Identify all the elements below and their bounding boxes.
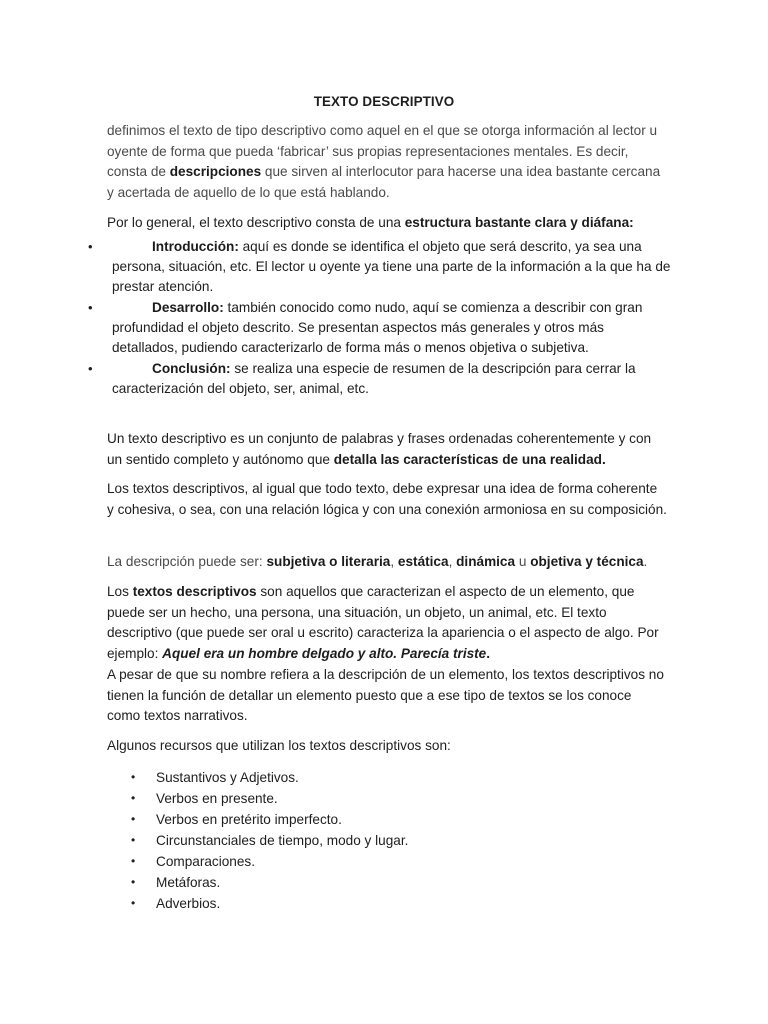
list-item-text: Sustantivos y Adjetivos.: [156, 770, 299, 785]
para4-text-2: son aquellos que caracterizan el aspecto de un elemento, que puede ser un hecho, una persona, una situación, un objeto, un animal, etc. El texto descriptivo (que puede ser oral u escrito) caracteriza la apariencia o el aspecto de algo. Por ejemplo:: [107, 584, 659, 662]
bullet-dot: •: [131, 791, 136, 805]
para1-bold: detalla las características de una realidad.: [333, 451, 606, 467]
structure-paragraph: [107, 213, 667, 234]
bullet-dot: •: [131, 770, 136, 784]
para4-bold: textos descriptivos: [132, 584, 257, 599]
bullet-dot: •: [88, 300, 93, 315]
bullet-body: se realiza una especie de resumen de la descripción para cerrar la caracterización del objeto, ser, animal, etc.: [112, 361, 636, 396]
intro-text-2: que sirven al interlocutor para hacerse una idea bastante cercana y acertada de aquello de lo que está hablando.: [107, 164, 661, 201]
bullet-label: Conclusión:: [152, 361, 231, 376]
bullet-dot: •: [131, 875, 136, 889]
list-item: [0, 767, 768, 788]
structure-bold: estructura bastante clara y diáfana:: [404, 215, 634, 230]
bullet-dot: •: [131, 833, 136, 847]
structure-text: Por lo general, el texto descriptivo consta de una: [107, 215, 405, 230]
list-item-text: Comparaciones.: [156, 854, 255, 869]
bullet-dot: •: [131, 854, 136, 868]
bullet-dot: •: [131, 812, 136, 826]
paragraph-coherence: Los textos descriptivos, al igual que todo texto, debe expresar una idea de forma coherente y cohesiva, o sea, con una relación lógica y con una conexión armoniosa en su composición.: [107, 481, 667, 517]
bullet-dot: •: [88, 239, 93, 254]
para3-bold-3: dinámica: [456, 554, 516, 569]
para4-period: .: [486, 646, 491, 662]
bullet-body: también conocido como nudo, aquí se comienza a describir con gran profundidad el objeto descrito. Se presentan aspectos más generales y otros más detallados, pudiendo caracterizarlo de forma más o menos objetiva o subjetiva.: [112, 300, 643, 355]
resources-intro: Algunos recursos que utilizan los textos descriptivos son:: [107, 738, 451, 753]
bullet-label: Desarrollo:: [152, 300, 224, 315]
para3-bold-4: objetiva y técnica: [530, 554, 644, 569]
list-item-text: Verbos en pretérito imperfecto.: [156, 812, 342, 827]
paragraph-definition: [107, 429, 667, 470]
para3-text-1: La descripción puede ser:: [107, 554, 267, 569]
para3-text-2: ,: [390, 554, 398, 569]
list-item: [0, 830, 768, 851]
bullet-label: Introducción:: [152, 239, 239, 254]
para3-text-5: .: [643, 554, 648, 569]
list-item: [0, 851, 768, 872]
para4-text-4: A pesar de que su nombre refiera a la descripción de un elemento, los textos descriptivos no tienen la función de detallar un elemento puesto que a ese tipo de textos se los conoce como textos narrativos.: [107, 666, 664, 724]
bullet-dot: •: [88, 361, 93, 376]
para4-text-1: Los: [107, 584, 133, 599]
bullet-text: [112, 237, 672, 297]
bullet-text: [112, 298, 672, 358]
list-item-text: Adverbios.: [156, 896, 221, 911]
document-title: TEXTO DESCRIPTIVO: [313, 94, 455, 109]
bullet-text: [112, 359, 672, 399]
list-item-text: Circunstanciales de tiempo, modo y lugar.: [156, 833, 409, 848]
intro-paragraph: [107, 121, 663, 204]
para3-text-3: ,: [448, 554, 457, 569]
paragraph-types: [107, 552, 667, 573]
bullet-body: aquí es donde se identifica el objeto que será descrito, ya sea una persona, situación, etc. El lector u oyente ya tiene una parte de la información a la que ha de prestar atención.: [112, 239, 671, 294]
paragraph-characterize: [107, 582, 667, 727]
para3-text-4: u: [515, 554, 531, 569]
para3-bold-1: subjetiva o literaria: [266, 554, 391, 569]
list-item-text: Metáforas.: [156, 875, 221, 890]
list-item-text: Verbos en presente.: [156, 791, 278, 806]
para4-example: Aquel era un hombre delgado y alto. Parecía triste: [162, 646, 487, 662]
intro-bold-descripciones: descripciones: [169, 164, 262, 180]
para1-text: Un texto descriptivo es un conjunto de palabras y frases ordenadas coherentemente y con un sentido completo y autónomo que: [107, 431, 652, 467]
resources-list: [0, 767, 768, 914]
list-item: [0, 872, 768, 893]
list-item: [0, 788, 768, 809]
intro-text-1: definimos el texto de tipo descriptivo como aquel en el que se otorga información al lector u oyente de forma que pueda ‘fabricar’ sus propias representaciones mentales. Es decir, consta de: [107, 123, 658, 180]
para3-bold-2: estática: [397, 554, 449, 569]
list-item: [0, 893, 768, 914]
bullet-dot: •: [131, 896, 136, 910]
list-item: [0, 809, 768, 830]
